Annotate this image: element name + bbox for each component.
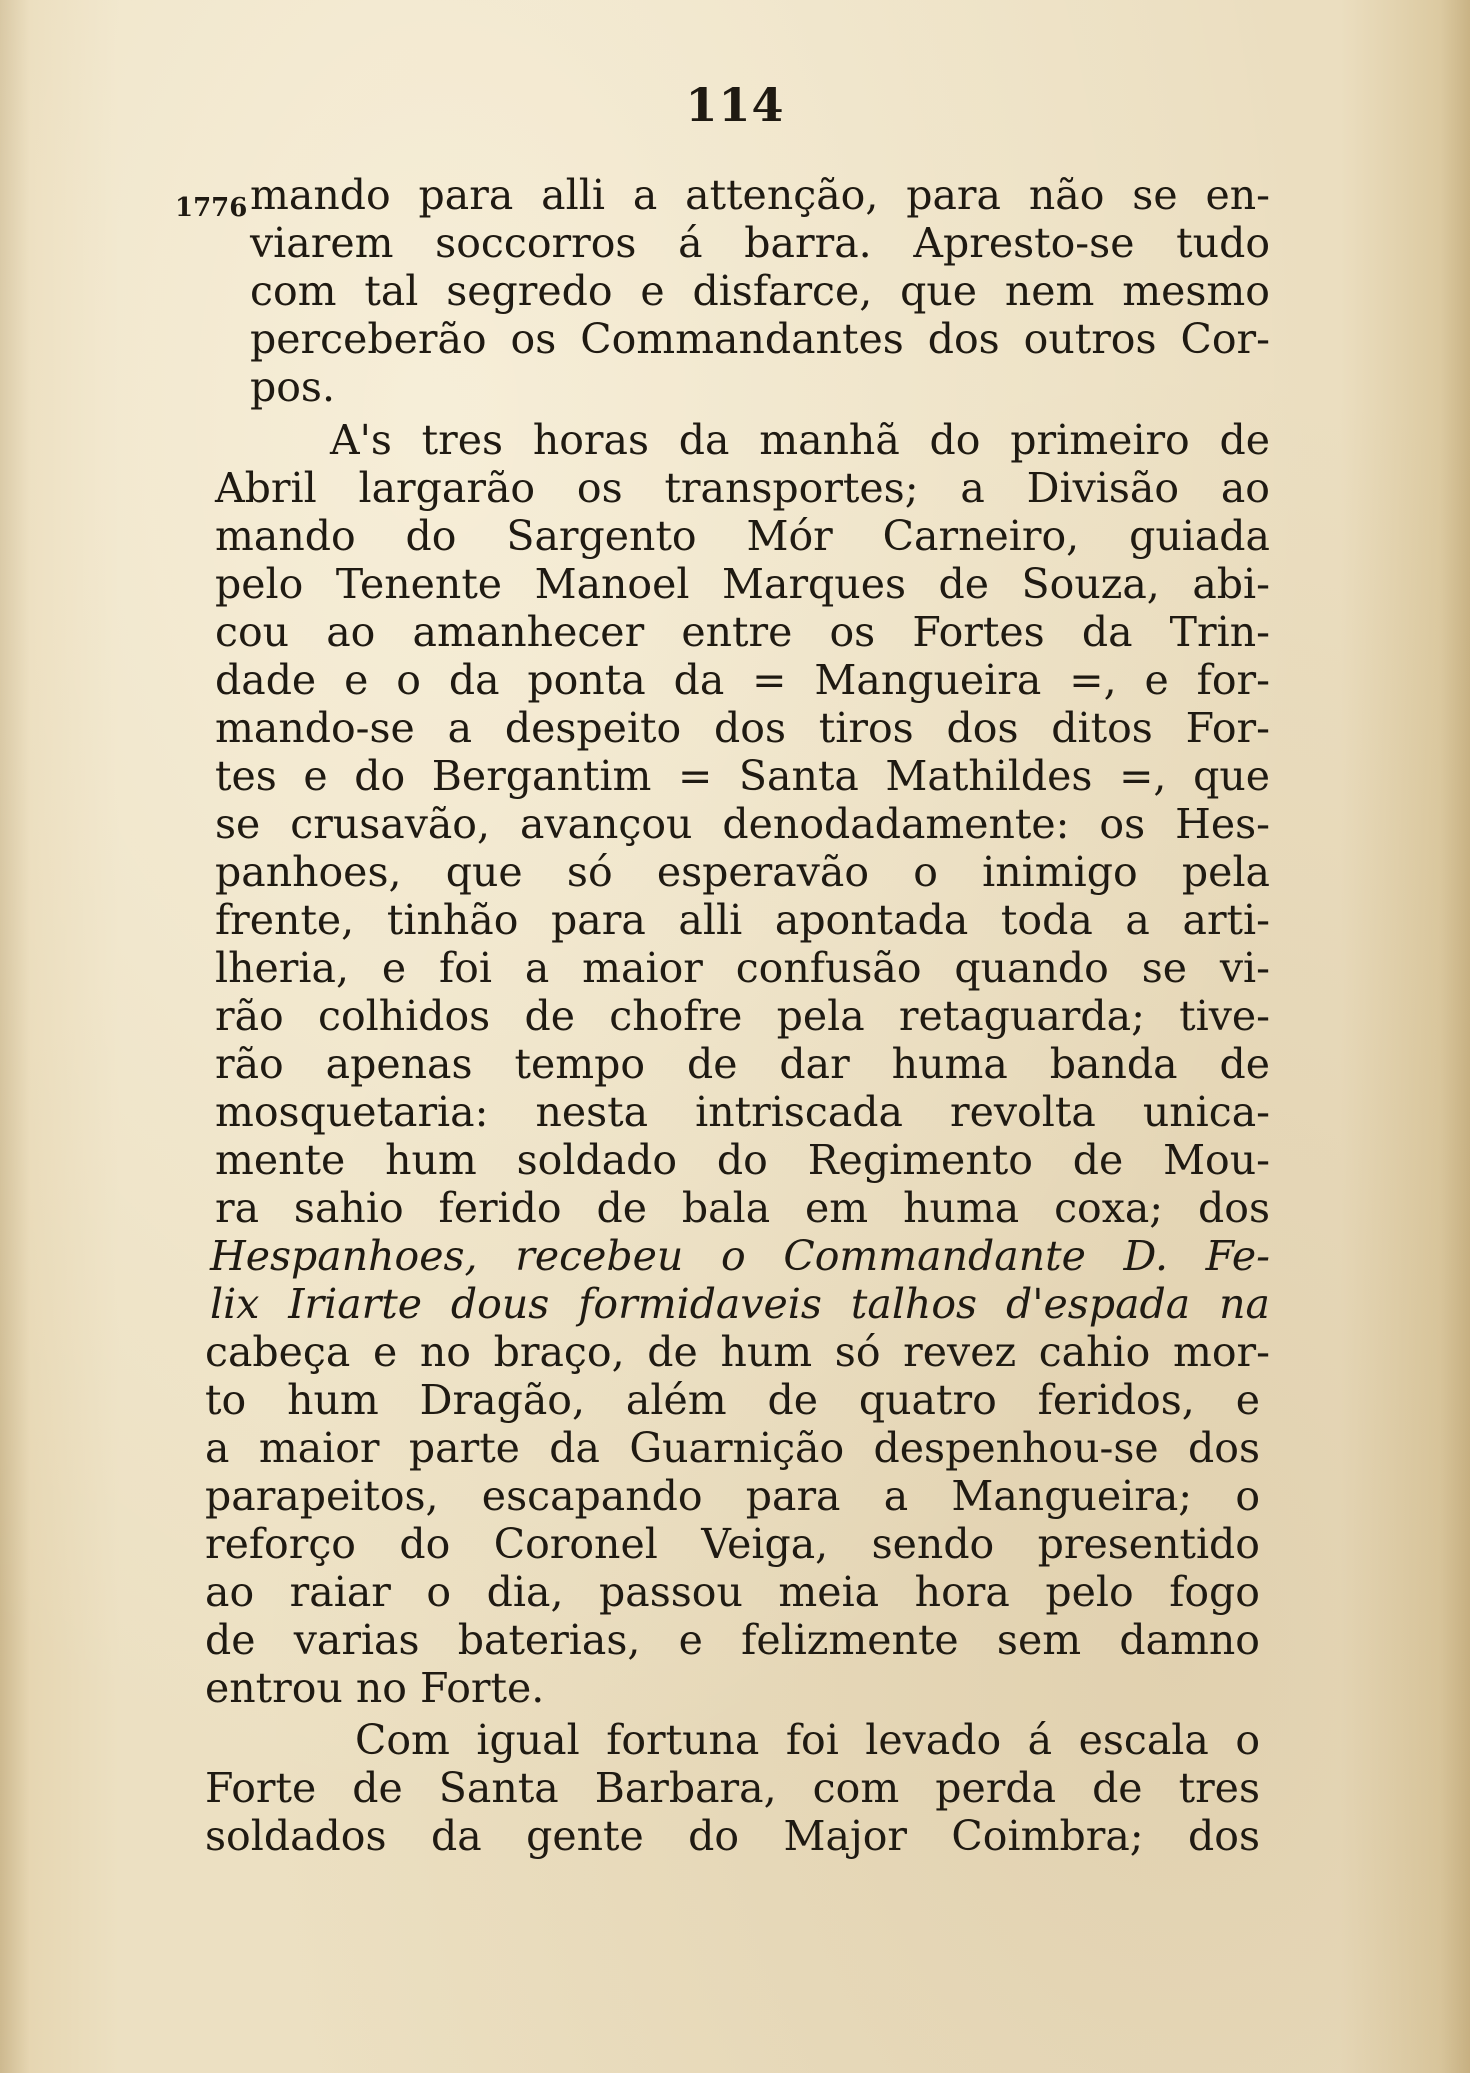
text-line: cabeça e no braço, de hum só revez cahio mor- [205, 1328, 1270, 1376]
text-line: cou ao amanhecer entre os Fortes da Trin- [215, 608, 1270, 656]
text-line: de varias baterias, e felizmente sem damno [205, 1616, 1260, 1664]
text-line-italic: lix Iriarte dous formidaveis talhos d'espada na [210, 1280, 1270, 1328]
text-line: tes e do Bergantim = Santa Mathildes =, que [215, 752, 1270, 800]
paragraph-start: Com igual fortuna foi levado á escala o [355, 1716, 1260, 1764]
text-line: Forte de Santa Barbara, com perda de tres [205, 1764, 1260, 1812]
text-line: mando do Sargento Mór Carneiro, guiada [215, 512, 1270, 560]
text-line: Abril largarão os transportes; a Divisão ao [215, 464, 1270, 512]
text-line: reforço do Coronel Veiga, sendo presentido [205, 1520, 1260, 1568]
text-line: pos. [250, 363, 336, 411]
text-line: dade e o da ponta da = Mangueira =, e for- [215, 656, 1270, 704]
year-marker: 1776 [175, 193, 248, 223]
text-line: rão apenas tempo de dar huma banda de [215, 1040, 1270, 1088]
text-line: entrou no Forte. [205, 1664, 545, 1712]
text-line: mando para alli a attenção, para não se en- [250, 171, 1270, 219]
text-line: ra sahio ferido de bala em huma coxa; dos [215, 1184, 1270, 1232]
text-line: pelo Tenente Manoel Marques de Souza, abi- [215, 560, 1270, 608]
text-line: rão colhidos de chofre pela retaguarda; tive- [215, 992, 1270, 1040]
text-line: mente hum soldado do Regimento de Mou- [215, 1136, 1270, 1184]
page-number: 114 [685, 78, 785, 132]
text-line: lheria, e foi a maior confusão quando se vi- [215, 944, 1270, 992]
text-line-italic: Hespanhoes, recebeu o Commandante D. Fe- [210, 1232, 1270, 1280]
text-line: ao raiar o dia, passou meia hora pelo fogo [205, 1568, 1260, 1616]
text-line: perceberão os Commandantes dos outros Cor- [250, 315, 1270, 363]
paragraph-start: A's tres horas da manhã do primeiro de [330, 416, 1270, 464]
text-line: se crusavão, avançou denodadamente: os Hes- [215, 800, 1270, 848]
text-line: soldados da gente do Major Coimbra; dos [205, 1812, 1260, 1860]
text-line: a maior parte da Guarnição despenhou-se dos [205, 1424, 1260, 1472]
text-line: viarem soccorros á barra. Apresto-se tudo [250, 219, 1270, 267]
text-line: mando-se a despeito dos tiros dos ditos For- [215, 704, 1270, 752]
text-line: to hum Dragão, além de quatro feridos, e [205, 1376, 1260, 1424]
text-line: frente, tinhão para alli apontada toda a arti- [215, 896, 1270, 944]
text-line: com tal segredo e disfarce, que nem mesmo [250, 267, 1270, 315]
text-line: panhoes, que só esperavão o inimigo pela [215, 848, 1270, 896]
text-line: mosquetaria: nesta intriscada revolta unica- [215, 1088, 1270, 1136]
text-line: parapeitos, escapando para a Mangueira; o [205, 1472, 1260, 1520]
